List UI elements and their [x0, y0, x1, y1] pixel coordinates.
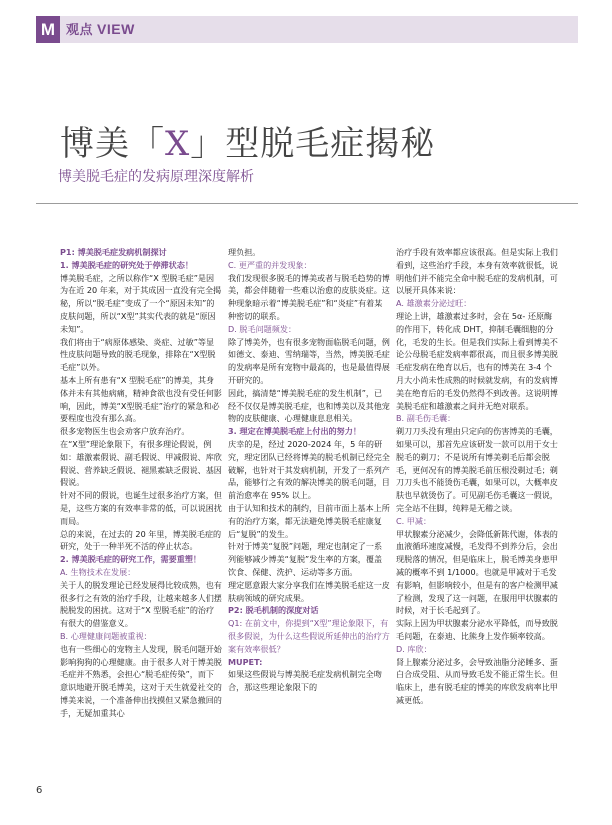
section-label: [66, 16, 135, 43]
page-number: 6: [36, 785, 43, 796]
paragraph: A. 生物技术在发展：: [60, 566, 136, 577]
paragraph: 肾上腺素分泌过多，会导致油脂分泌睡多、蛋白合成受阻、从而导致毛发不能正常生长。但临床上，患有脱毛症的博美的库欣发病率比甲减更低。: [396, 656, 558, 705]
text-column-3: [396, 246, 558, 806]
paragraph: 我们发现很多脱毛的博美或者与脱毛趋势的博美，都会伴随着一些难以治愈的皮肤炎症。这种现象暗示着“博美脱毛症”和“炎症”有着某种密切的联系。: [228, 272, 390, 321]
paragraph: P1: 博美脱毛症发病机制探讨: [60, 247, 167, 257]
paragraph: MUPET:: [228, 656, 263, 667]
divider: [36, 203, 578, 204]
paragraph: 由于认知和技术的制约，目前市面上基本上所有的治疗方案，都无法避免博美脱毛症康复后“复脱”的发生。: [228, 502, 390, 539]
paragraph: 基本上所有患有“X 型脱毛症”的博美，其身体并未有其他病痛，精神食欲也没有受任何影响，因此，博美“X型脱毛症”治疗的紧急和必要程度也没有那么高。: [60, 374, 222, 424]
paragraph: D. 库欣：: [396, 643, 432, 654]
paragraph: 总的来说，在过去的 20 年里，博美脱毛症的研究，处于一种半死不活的停止状态。: [60, 528, 222, 552]
paragraph: 3. 理定在博美脱毛症上付出的努力！: [228, 426, 361, 437]
paragraph: 剃刀刀头没有理由只定向的伤害博美的毛囊，如果可以，那首先应该研发一款可以用于女士脱毛的剃刀；不是说所有博美剃毛后都会脱毛，更何况有的博美脱毛前压根没剃过毛；剃刀刀头也不能烫伤毛囊，如果可以，大概率皮肤也早就烫伤了。可见副毛伤毛囊这一假说，完全站不住脚，纯粹是无稽之谈。: [396, 426, 558, 513]
paragraph: 针对不同的假说，也诞生过很多治疗方案，但是，这些方案的有效率非常的低，可以说困扰而局。: [60, 490, 222, 526]
section-label-cn: 观点: [66, 22, 94, 37]
paragraph: D. 脱毛问题频发：: [228, 323, 297, 334]
paragraph: 理定愿意跟大家分享我们在博美脱毛症这一皮肤病领域的研究成果。: [228, 579, 390, 603]
paragraph: 也有一些细心的宠物主人发现，脱毛问题开始影响狗狗的心理健康。由于很多人对于博美脱毛症并不熟悉，会担心“脱毛症传染”，而下意识地避开脱毛博美，这对于天生就爱社交的博美来说，一个准备伸出找摸但又紧急撤回的手，无疑加重其心: [60, 643, 222, 718]
paragraph: 在“X型”理论象限下，有很多理论假说，例如：雄激素假说、副毛假说、甲减假说、库欣假说、营养缺乏假说、褪黑素缺乏假说、基因假说。: [60, 438, 222, 488]
paragraph: 关于人的脱发理论已经发展得比较成熟，也有很多行之有效的治疗手段，让越来越多人们摆脱脱发的困扰。这对于“X 型脱毛症”的治疗有很大的借鉴意义。: [60, 579, 222, 629]
paragraph: 实际上因为甲状腺素分泌水平降低，而导致脱毛问题，在泰迪、比熊身上发作频率较高。: [396, 618, 558, 641]
paragraph: Q1: 在前文中，你提到“X型”理论象限下，有很多假说，为什么这些假说所延伸出的治疗方案有效率很低？: [228, 618, 390, 654]
paragraph: 很多宠物医生也会劝客户放弃治疗。: [60, 426, 190, 437]
article-title: [60, 116, 435, 165]
paragraph: 我们将由于“病原体感染、炎症、过敏”等显性皮肤问题导致的脱毛现象，排除在“X型脱毛症”以外。: [60, 336, 216, 373]
paragraph: 除了博美外，也有很多宠物面临脱毛问题，例如德文、泰迪、雪纳瑞等，当然，博美脱毛症的发病率是所有宠物中最高的，也是最值得展开研究的。: [228, 336, 390, 385]
paragraph: 2. 博美脱毛症的研究工作，需要重塑！: [60, 554, 202, 565]
title-prefix: 博美「: [60, 124, 165, 164]
paragraph: C. 更严重的并发现象：: [228, 259, 312, 270]
title-suffix: 」型脱毛症揭秘: [190, 124, 436, 164]
paragraph: 1. 博美脱毛症的研究处于停滞状态！: [60, 259, 193, 270]
section-label-en: VIEW: [97, 21, 135, 37]
paragraph: 理负担。: [228, 247, 261, 257]
paragraph: 针对于博美“复脱”问题，理定也制定了一系列能够减少博美“复脱”发生率的方案，覆盖饮食、保健、洗护、运动等多方面。: [228, 541, 383, 577]
magazine-logo-badge: M: [36, 16, 60, 43]
paragraph: A. 雄激素分泌过旺：: [396, 298, 472, 309]
paragraph: B. 心理健康问题被重视：: [60, 630, 152, 641]
paragraph: P2: 脱毛机制的深度对话: [228, 605, 319, 616]
paragraph: 甲状腺素分泌减少，会降低新陈代谢，体表的血液循环速度减慢，毛发得不到养分后，会出现脱落的情况，但是临床上，脱毛博美身患甲减的概率不到 1/1000。也就是甲减对于毛发有影响，但影响较小，但是有的客户检测甲减了检测，发现了这一问题，在服用甲状腺素的时候，对于长毛起到了。: [396, 528, 558, 616]
paragraph: 治疗手段有效率都应该很高。但是实际上我们看到，这些治疗手段，本身有效率就很低，说明他们并不能完全命中脱毛症的发病机制，可以展开具体来说：: [396, 247, 558, 296]
paragraph: C. 甲减：: [396, 515, 432, 526]
paragraph: 博美脱毛症，之所以称作“X 型脱毛症”是因为在近 20 年来，对于其成因一直没有完全揭秘，所以“脱毛症”变成了一个“原因未知”的皮肤问题，所以“X型”其实代表的就是“原因未知”。: [60, 272, 222, 334]
article-subtitle: 博美脱毛症的发病原理深度解析: [58, 169, 254, 185]
section-header: [36, 16, 578, 43]
text-column-1: [60, 246, 222, 806]
title-x: X: [165, 124, 191, 164]
paragraph: B. 副毛伤毛囊：: [396, 413, 456, 424]
text-column-2: [228, 246, 390, 806]
paragraph: 庆幸的是，经过 2020-2024 年，5 年的研究，理定团队已经将博美的脱毛机制已经完全破解，也针对于其发病机制，开发了一系列产品，能够行之有效的解决博美的脱毛问题，目前治愈率在 95% 以上。: [228, 438, 390, 501]
paragraph: 因此，搞清楚“博美脱毛症的发生机制”，已经不仅仅是博美脱毛症，也和博美以及其他宠物的皮肤健康、心理健康息息相关。: [228, 387, 390, 424]
paragraph: 理论上讲，雄激素过多时，会在 5α- 还原酶的作用下，转化成 DHT，抑制毛囊细胞的分化，毛发的生长。但是我们实际上看到博美不论公母脱毛症发病率都很高，而且很多博美脱毛症发病在绝育以后，也有的博美在 3-4 个月大小尚未性成熟的时候就发病，有的发病博美在绝育后的毛发仍然得不到改善。这说明博美脱毛症和雄激素之间并无绝对联系。: [396, 310, 558, 411]
paragraph: 如果这些假说与博美脱毛症发病机制完全吻合，那这些理论象限下的: [228, 669, 382, 693]
